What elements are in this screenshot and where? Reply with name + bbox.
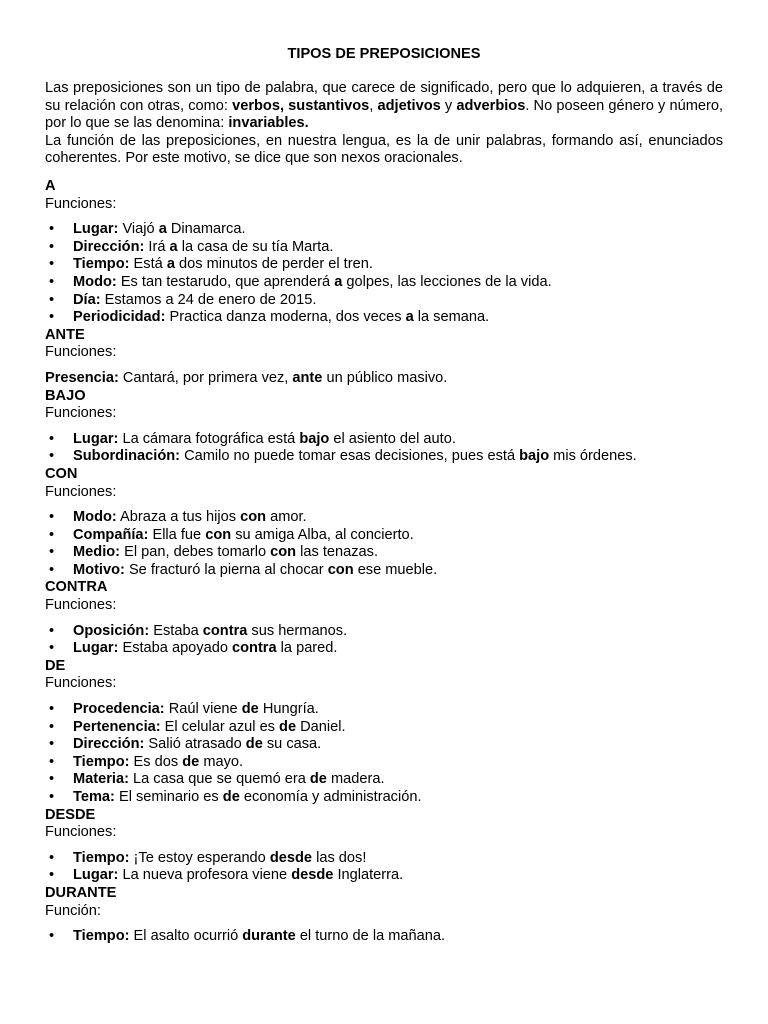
preposition-sections <box>45 178 735 946</box>
list-item <box>45 867 735 885</box>
section-heading: CON <box>45 465 78 482</box>
section-de <box>45 658 735 807</box>
bold-text: adjetivos <box>377 97 441 114</box>
text-run: su casa. <box>262 736 322 753</box>
bold-text: Pertenencia: <box>73 718 161 735</box>
section-heading: A <box>45 178 56 194</box>
list-item <box>45 719 735 737</box>
bold-text: Lugar: <box>73 430 119 447</box>
text-run: La nueva profesora viene <box>118 867 292 884</box>
text-run: Irá <box>144 238 170 255</box>
functions-list <box>45 928 735 946</box>
text-run: la casa de su tía Marta. <box>177 238 334 255</box>
text-run: dos minutos de perder el tren. <box>174 256 373 273</box>
list-item <box>45 274 735 292</box>
functions-label: Funciones: <box>45 675 117 692</box>
bold-text: Dirección: <box>73 238 145 255</box>
bold-text: Periodicidad: <box>73 309 166 326</box>
functions-list <box>45 431 735 466</box>
bold-text: Tiempo: <box>73 753 130 770</box>
list-item <box>45 736 735 754</box>
bold-text: Tiempo: <box>73 928 130 945</box>
intro-text <box>45 80 723 168</box>
text-run: Viajó <box>118 221 159 238</box>
functions-list <box>45 221 735 327</box>
functions-list <box>45 623 735 658</box>
bold-text: desde <box>269 849 313 866</box>
bold-text: Lugar: <box>73 221 119 238</box>
bold-text: contra <box>202 622 248 639</box>
bold-text: Lugar: <box>73 867 119 884</box>
bold-text: Medio: <box>73 544 121 561</box>
list-item <box>45 509 735 527</box>
list-item <box>45 789 735 807</box>
section-heading: DESDE <box>45 806 96 823</box>
bold-text: de <box>241 701 259 718</box>
functions-label: Funciones: <box>45 344 117 361</box>
list-item <box>45 239 735 257</box>
text-run: Es dos <box>129 753 183 770</box>
bold-text: desde <box>291 867 334 884</box>
bold-text: Día: <box>73 291 101 308</box>
bold-text: bajo <box>299 430 330 447</box>
bold-text: Subordinación: <box>73 448 181 465</box>
text-run: un público masivo. <box>322 369 448 386</box>
text-run: economía y administración. <box>239 789 422 805</box>
functions-label: Funciones: <box>45 483 117 500</box>
text-run: Salió atrasado <box>144 736 246 753</box>
text-run: Es tan testarudo, que aprenderá <box>116 273 335 290</box>
text-run: su amiga Alba, al concierto. <box>231 526 414 543</box>
bold-text: Materia: <box>73 771 129 788</box>
text-run: la pared. <box>276 640 338 657</box>
text-run: ¡Te estoy esperando <box>129 849 270 866</box>
bold-text: Procedencia: <box>73 701 165 718</box>
bold-text: Modo: <box>73 509 117 526</box>
bold-text: con <box>205 526 232 543</box>
bold-text: de <box>245 736 263 753</box>
text-run: mis órdenes. <box>549 448 637 465</box>
section-bajo <box>45 388 735 466</box>
text-run: Cantará, por primera vez, <box>118 369 293 386</box>
text-run: La cámara fotográfica está <box>118 430 300 447</box>
section-heading: BAJO <box>45 387 86 404</box>
text-run: Estamos a 24 de enero de 2015. <box>100 291 317 308</box>
bold-text: Tiempo: <box>73 849 130 866</box>
functions-list <box>45 509 735 579</box>
bold-text: a <box>158 221 167 238</box>
bold-text: con <box>270 544 297 561</box>
functions-list <box>45 701 735 807</box>
section-ante <box>45 327 735 388</box>
text-run: el asiento del auto. <box>329 430 456 447</box>
section-contra <box>45 579 735 657</box>
text-run: La función de las preposiciones, en nuestra lengua, es la de unir palabras, formando así, enunciados coherentes. Por este motivo, se dice que son nexos oracionales. <box>45 132 723 167</box>
bold-text: Oposición: <box>73 622 150 639</box>
text-run: . No poseen género y número, por lo que se las denomina: <box>45 97 723 132</box>
functions-label: Funciones: <box>45 195 117 212</box>
text-run: Estaba <box>149 622 203 639</box>
bold-text: Tiempo: <box>73 256 130 273</box>
text-run: Camilo no puede tomar esas decisiones, pues está <box>180 448 520 465</box>
bold-text: bajo <box>519 448 550 465</box>
text-run: Hungría. <box>258 701 319 718</box>
bold-text: de <box>222 789 240 805</box>
section-heading: CONTRA <box>45 579 108 596</box>
text-run: Ella fue <box>148 526 206 543</box>
text-run: Raúl viene <box>164 701 242 718</box>
text-run: golpes, las lecciones de la vida. <box>342 273 552 290</box>
text-run: la semana. <box>413 309 490 326</box>
text-run: El asalto ocurrió <box>129 928 243 945</box>
bold-text: Presencia: <box>45 369 119 386</box>
bold-text: a <box>169 238 178 255</box>
text-run: el turno de la mañana. <box>295 928 446 945</box>
intro-paragraph <box>45 133 723 168</box>
section-con <box>45 466 735 580</box>
functions-label: Funciones: <box>45 405 117 422</box>
list-item <box>45 928 735 946</box>
bold-text: Compañía: <box>73 526 149 543</box>
bold-text: con <box>327 561 354 578</box>
text-run: las dos! <box>312 849 367 866</box>
bold-text: invariables. <box>228 115 309 132</box>
text-run: El pan, debes tomarlo <box>120 544 271 561</box>
list-item <box>45 448 735 466</box>
text-run: mayo. <box>199 753 244 770</box>
section-heading: DE <box>45 657 66 674</box>
list-item <box>45 754 735 772</box>
text-run: madera. <box>326 771 385 788</box>
functions-label: Funciones: <box>45 597 117 614</box>
text-run: amor. <box>266 509 307 526</box>
section-durante <box>45 885 735 946</box>
bold-text: con <box>240 509 267 526</box>
list-item <box>45 431 735 449</box>
text-run: Está <box>129 256 167 273</box>
bold-text: adverbios <box>456 97 526 114</box>
list-item <box>45 640 735 658</box>
text-run: , <box>369 97 378 114</box>
list-item <box>45 701 735 719</box>
text-run: Inglaterra. <box>333 867 404 884</box>
bold-text: contra <box>232 640 277 657</box>
bold-text: verbos, sustantivos <box>232 97 370 114</box>
page-title: TIPOS DE PREPOSICIONES <box>287 46 481 62</box>
text-run: El seminario es <box>114 789 223 805</box>
section-desde <box>45 807 735 885</box>
section-a <box>45 178 735 327</box>
text-run: La casa que se quemó era <box>128 771 310 788</box>
text-run: las tenazas. <box>296 544 378 561</box>
section-heading: DURANTE <box>45 884 117 901</box>
bold-text: a <box>166 256 175 273</box>
bold-text: de <box>309 771 327 788</box>
text-run: El celular azul es <box>160 718 280 735</box>
functions-label: Función: <box>45 902 101 919</box>
bold-text: Lugar: <box>73 640 119 657</box>
text-run: Estaba apoyado <box>118 640 232 657</box>
text-run: sus hermanos. <box>247 622 348 639</box>
bold-text: durante <box>242 928 296 945</box>
function-line <box>45 370 735 388</box>
bold-text: Modo: <box>73 273 117 290</box>
list-item <box>45 850 735 868</box>
bold-text: Dirección: <box>73 736 145 753</box>
section-heading: ANTE <box>45 326 85 343</box>
list-item <box>45 527 735 545</box>
list-item <box>45 309 735 327</box>
list-item <box>45 544 735 562</box>
bold-text: Motivo: <box>73 561 125 578</box>
text-run: Abraza a tus hijos <box>116 509 241 526</box>
text-run: y <box>440 97 457 114</box>
intro-paragraph <box>45 80 723 133</box>
bold-text: de <box>279 718 297 735</box>
text-run: Las preposiciones son un tipo de palabra, que carece de significado, pero que lo adquieren, a través de su relación con otras, como: <box>45 80 723 114</box>
text-run: Dinamarca. <box>166 221 246 238</box>
list-item <box>45 771 735 789</box>
text-run: Se fracturó la pierna al chocar <box>124 561 328 578</box>
functions-list <box>45 850 735 885</box>
bold-text: Tema: <box>73 789 115 805</box>
list-item <box>45 256 735 274</box>
list-item <box>45 623 735 641</box>
list-item <box>45 292 735 310</box>
bold-text: a <box>334 273 343 290</box>
list-item <box>45 562 735 580</box>
text-run: Daniel. <box>296 718 346 735</box>
bold-text: a <box>405 309 414 326</box>
bold-text: de <box>182 753 200 770</box>
text-run: Practica danza moderna, dos veces <box>165 309 406 326</box>
functions-label: Funciones: <box>45 824 117 841</box>
list-item <box>45 221 735 239</box>
bold-text: ante <box>292 369 323 386</box>
text-run: ese mueble. <box>353 561 438 578</box>
